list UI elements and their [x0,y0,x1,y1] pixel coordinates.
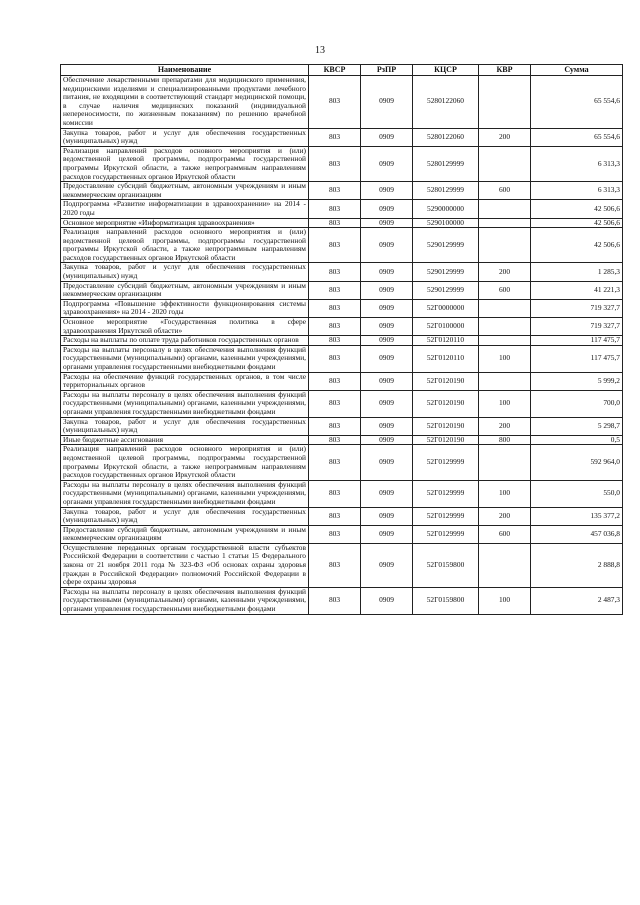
cell-sum: 6 313,3 [531,146,623,181]
table-row [61,336,623,346]
cell-kvsr: 803 [309,417,361,435]
cell-sum: 700,0 [531,390,623,417]
cell-kcsr: 5280129999 [413,146,479,181]
cell-kcsr: 52Г0159800 [413,587,479,614]
cell-kvsr: 803 [309,182,361,200]
cell-rzpr: 0909 [361,281,413,299]
cell-kvsr: 803 [309,587,361,614]
cell-kvr: 200 [479,417,531,435]
cell-kvr [479,76,531,129]
table-row [61,543,623,587]
cell-kvr: 200 [479,263,531,281]
cell-kvsr: 803 [309,345,361,372]
cell-kcsr: 5290100000 [413,218,479,228]
cell-kvsr: 803 [309,507,361,525]
cell-kvr: 200 [479,128,531,146]
table-row [61,182,623,200]
cell-kcsr: 52Г0120190 [413,435,479,445]
cell-rzpr: 0909 [361,345,413,372]
cell-sum: 42 506,6 [531,200,623,218]
cell-kcsr: 5290129999 [413,263,479,281]
cell-kvsr: 803 [309,336,361,346]
cell-kcsr: 52Г0120110 [413,336,479,346]
cell-kvsr: 803 [309,263,361,281]
cell-kvr [479,146,531,181]
table-row [61,507,623,525]
header-kcsr: КЦСР [413,65,479,76]
cell-kcsr: 52Г0120190 [413,390,479,417]
cell-name: Закупка товаров, работ и услуг для обеспечения государственных (муниципальных) нужд [61,128,309,146]
table-row [61,372,623,390]
cell-kvsr: 803 [309,435,361,445]
cell-name: Подпрограмма «Повышение эффективности функционирования системы здравоохранения» на 2014 - 2020 годы [61,299,309,317]
table-row [61,345,623,372]
cell-kcsr: 5290129999 [413,281,479,299]
cell-name: Иные бюджетные ассигнования [61,435,309,445]
cell-kcsr: 5290129999 [413,228,479,263]
cell-sum: 457 036,8 [531,525,623,543]
cell-name: Расходы на выплаты персоналу в целях обеспечения выполнения функций государственными (муниципальными) органами, казенными учреждениями, органами управления государственными внебюджетными фондами [61,345,309,372]
table-row [61,318,623,336]
cell-kvsr: 803 [309,281,361,299]
cell-kvsr: 803 [309,372,361,390]
table-row [61,146,623,181]
cell-name: Закупка товаров, работ и услуг для обеспечения государственных (муниципальных) нужд [61,507,309,525]
cell-rzpr: 0909 [361,372,413,390]
cell-name: Основное мероприятие «Информатизация здравоохранения» [61,218,309,228]
cell-kcsr: 52Г0129999 [413,480,479,507]
cell-sum: 5 999,2 [531,372,623,390]
cell-kcsr: 52Г0129999 [413,445,479,480]
cell-rzpr: 0909 [361,263,413,281]
cell-kvsr: 803 [309,299,361,317]
cell-kvr [479,336,531,346]
cell-rzpr: 0909 [361,228,413,263]
cell-sum: 0,5 [531,435,623,445]
cell-kvsr: 803 [309,480,361,507]
cell-sum: 65 554,6 [531,128,623,146]
table-row [61,200,623,218]
cell-kcsr: 52Г0129999 [413,507,479,525]
cell-sum: 42 506,6 [531,228,623,263]
cell-name: Расходы на выплаты персоналу в целях обеспечения выполнения функций государственными (муниципальными) органами, казенными учреждениями, органами управления государственными внебюджетными фондами [61,480,309,507]
cell-name: Реализация направлений расходов основного мероприятия и (или) ведомственной целевой программы, подпрограммы государственной программы Иркутской области, а также непрограммным направлениям расходов государственных органов Иркутской области [61,146,309,181]
cell-kcsr: 52Г0120110 [413,345,479,372]
table-header-row [61,65,623,76]
cell-name: Расходы на выплаты персоналу в целях обеспечения выполнения функций государственными (муниципальными) органами, казенными учреждениями, органами управления государственными внебюджетными фондами [61,587,309,614]
cell-rzpr: 0909 [361,507,413,525]
cell-sum: 135 377,2 [531,507,623,525]
cell-rzpr: 0909 [361,435,413,445]
cell-kcsr: 52Г0100000 [413,318,479,336]
header-kvsr: КВСР [309,65,361,76]
cell-kcsr: 52Г0120190 [413,417,479,435]
cell-kvr [479,372,531,390]
cell-sum: 550,0 [531,480,623,507]
cell-kvr [479,218,531,228]
cell-name: Обеспечение лекарственными препаратами для медицинского применения, медицинскими изделиями и специализированными продуктами лечебного питания, не входящими в соответствующий стандарт медицинской помощи, в случае наличия медицинских показаний (индивидуальной непереносимости, по жизненным показаниям) по решению врачебной комиссии [61,76,309,129]
cell-sum: 1 285,3 [531,263,623,281]
cell-kvsr: 803 [309,445,361,480]
cell-sum: 2 888,8 [531,543,623,587]
cell-name: Предоставление субсидий бюджетным, автономным учреждениям и иным некоммерческим организациям [61,182,309,200]
cell-sum: 2 487,3 [531,587,623,614]
cell-name: Закупка товаров, работ и услуг для обеспечения государственных (муниципальных) нужд [61,417,309,435]
cell-sum: 719 327,7 [531,299,623,317]
table-row [61,299,623,317]
cell-sum: 117 475,7 [531,345,623,372]
cell-name: Расходы на выплаты по оплате труда работников государственных органов [61,336,309,346]
cell-kvr: 600 [479,281,531,299]
cell-kvr [479,299,531,317]
cell-rzpr: 0909 [361,417,413,435]
header-kvr: КВР [479,65,531,76]
cell-name: Закупка товаров, работ и услуг для обеспечения государственных (муниципальных) нужд [61,263,309,281]
cell-kvsr: 803 [309,218,361,228]
cell-kcsr: 52Г0000000 [413,299,479,317]
cell-sum: 117 475,7 [531,336,623,346]
table-body [61,76,623,615]
cell-kcsr: 5280129999 [413,182,479,200]
cell-name: Расходы на обеспечение функций государственных органов, в том числе территориальных органов [61,372,309,390]
cell-kvsr: 803 [309,390,361,417]
cell-sum: 41 221,3 [531,281,623,299]
cell-rzpr: 0909 [361,587,413,614]
table-row [61,445,623,480]
cell-kvsr: 803 [309,76,361,129]
cell-rzpr: 0909 [361,525,413,543]
cell-name: Предоставление субсидий бюджетным, автономным учреждениям и иным некоммерческим организациям [61,525,309,543]
cell-kvsr: 803 [309,543,361,587]
cell-kvr: 800 [479,435,531,445]
table-row [61,390,623,417]
cell-kcsr: 5280122060 [413,128,479,146]
table-row [61,525,623,543]
table-row [61,587,623,614]
cell-kcsr: 52Г0120190 [413,372,479,390]
header-rzpr: РзПР [361,65,413,76]
cell-kvr: 600 [479,525,531,543]
cell-rzpr: 0909 [361,200,413,218]
cell-kvsr: 803 [309,525,361,543]
cell-rzpr: 0909 [361,318,413,336]
cell-name: Расходы на выплаты персоналу в целях обеспечения выполнения функций государственными (муниципальными) органами, казенными учреждениями, органами управления государственными внебюджетными фондами [61,390,309,417]
cell-name: Реализация направлений расходов основного мероприятия и (или) ведомственной целевой программы, подпрограммы государственной программы Иркутской области, а также непрограммным направлениям расходов государственных органов Иркутской области [61,445,309,480]
cell-rzpr: 0909 [361,543,413,587]
table-row [61,417,623,435]
header-sum: Сумма [531,65,623,76]
cell-kvr: 200 [479,507,531,525]
cell-kcsr: 52Г0159800 [413,543,479,587]
cell-kvr: 600 [479,182,531,200]
cell-kvsr: 803 [309,146,361,181]
cell-rzpr: 0909 [361,299,413,317]
cell-rzpr: 0909 [361,128,413,146]
cell-kvr: 100 [479,587,531,614]
cell-name: Подпрограмма «Развитие информатизации в здравоохранении» на 2014 - 2020 годы [61,200,309,218]
cell-kvr [479,543,531,587]
table-row [61,128,623,146]
cell-rzpr: 0909 [361,218,413,228]
table-row [61,228,623,263]
cell-rzpr: 0909 [361,146,413,181]
cell-kvr [479,200,531,218]
table-row [61,76,623,129]
table-row [61,263,623,281]
cell-kvr: 100 [479,345,531,372]
cell-sum: 42 506,6 [531,218,623,228]
cell-kvsr: 803 [309,200,361,218]
cell-rzpr: 0909 [361,480,413,507]
cell-kvsr: 803 [309,228,361,263]
cell-kvr [479,318,531,336]
cell-rzpr: 0909 [361,76,413,129]
cell-sum: 719 327,7 [531,318,623,336]
table-row [61,281,623,299]
cell-sum: 65 554,6 [531,76,623,129]
cell-name: Основное мероприятие «Государственная политика в сфере здравоохранения Иркутской области» [61,318,309,336]
cell-name: Осуществление переданных органам государственной власти субъектов Российской Федерации в соответствии с частью 1 статьи 15 Федерального закона от 21 ноября 2011 года № 323-ФЗ «Об основах охраны здоровья граждан в Российской Федерации» полномочий Российской Федерации в сфере охраны здоровья [61,543,309,587]
cell-kvr [479,228,531,263]
cell-kcsr: 5280122060 [413,76,479,129]
cell-rzpr: 0909 [361,182,413,200]
cell-rzpr: 0909 [361,445,413,480]
cell-kvr: 100 [479,480,531,507]
cell-rzpr: 0909 [361,336,413,346]
page-number: 13 [315,45,325,56]
budget-table [60,64,623,615]
cell-name: Предоставление субсидий бюджетным, автономным учреждениям и иным некоммерческим организациям [61,281,309,299]
header-name: Наименование [61,65,309,76]
cell-kvr [479,445,531,480]
cell-kcsr: 5290000000 [413,200,479,218]
cell-kvr: 100 [479,390,531,417]
cell-kcsr: 52Г0129999 [413,525,479,543]
cell-rzpr: 0909 [361,390,413,417]
cell-sum: 6 313,3 [531,182,623,200]
table-row [61,480,623,507]
cell-kvsr: 803 [309,128,361,146]
cell-kvsr: 803 [309,318,361,336]
cell-sum: 5 298,7 [531,417,623,435]
cell-sum: 592 964,0 [531,445,623,480]
cell-name: Реализация направлений расходов основного мероприятия и (или) ведомственной целевой программы, подпрограммы государственной программы Иркутской области, а также непрограммным направлениям расходов государственных органов Иркутской области [61,228,309,263]
